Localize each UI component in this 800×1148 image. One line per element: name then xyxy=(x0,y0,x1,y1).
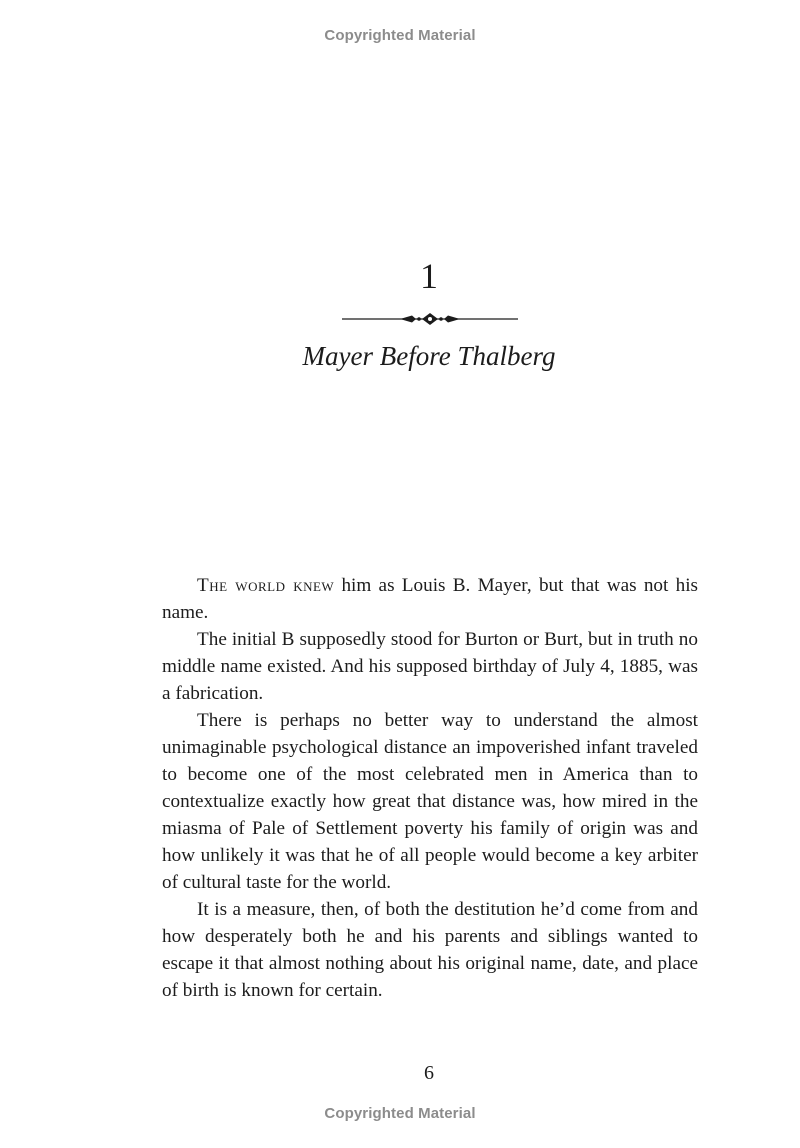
chapter-number: 1 xyxy=(420,256,438,296)
copyright-watermark-top: Copyrighted Material xyxy=(324,27,476,44)
copyright-watermark-bottom: Copyrighted Material xyxy=(324,1105,476,1122)
paragraph-1-text: him as Louis B. Mayer, but that was not his name. xyxy=(162,575,698,623)
chapter-body xyxy=(162,572,698,1004)
page-number: 6 xyxy=(424,1062,434,1084)
paragraph-3: There is perhaps no better way to understand the almost unimaginable psychological distance an impoverished infant traveled to become one of the most celebrated men in America than to contextualize exactly how great that distance was, how mired in the miasma of Pale of Settlement poverty his family of origin was and how unlikely it was that he of all people would become a key arbiter of cultural taste for the world. xyxy=(162,710,698,893)
paragraph-4: It is a measure, then, of both the destitution he’d come from and how desperately both he and his parents and siblings wanted to escape it that almost nothing about his original name, date, and place of birth is known for certain. xyxy=(162,899,698,1001)
paragraph-1-lead-in: The world knew xyxy=(197,575,335,596)
chapter-title: Mayer Before Thalberg xyxy=(302,341,556,371)
fleuron-divider-icon xyxy=(342,310,518,328)
paragraph-2: The initial B supposedly stood for Burton or Burt, but in truth no middle name existed. And his supposed birthday of July 4, 1885, was a fabrication. xyxy=(162,629,698,704)
paragraph-1 xyxy=(162,572,698,626)
